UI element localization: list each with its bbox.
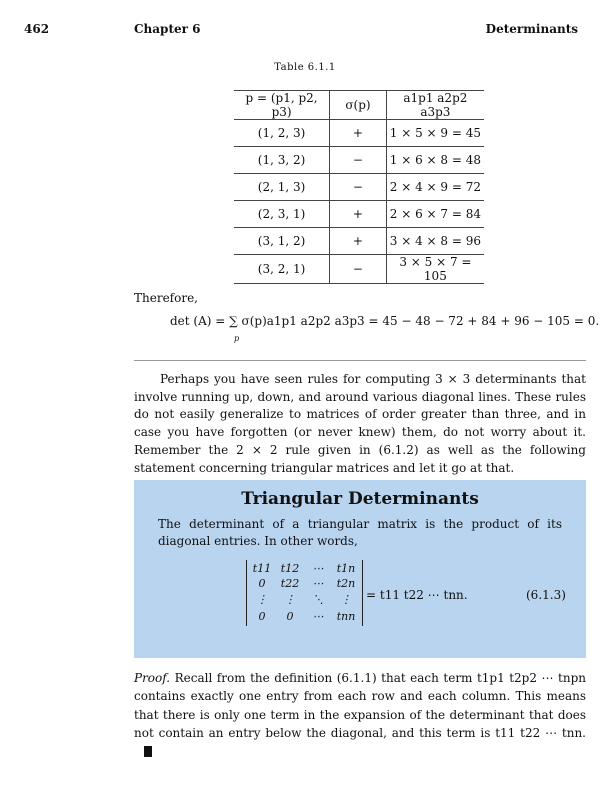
table-header-product: a1p1 a2p2 a3p3 [386,91,484,120]
table-cell-product: 2 × 6 × 7 = 84 [386,201,484,228]
proof-label: Proof. [134,671,171,685]
table-row [234,174,484,201]
matrix-entry: ⋮ [284,593,296,606]
matrix-entry: t11 [252,562,272,575]
table-cell-product: 2 × 4 × 9 = 72 [386,174,484,201]
body-paragraph: Perhaps you have seen rules for computing 3 × 3 determinants that involve running up, down, and around various diagonal lines. These rules do not easily generalize to matrices of order greater than three, and in case you have forgotten (or never knew) them, do not worry about it. Remember the 2 × 2 rule given in (6.1.2) as well as the following statement concerning triangular matrices and let it go at that. [134,372,586,475]
table-row [234,201,484,228]
table-row [234,255,484,284]
determinant-lhs: det (A) = ∑ σ(p)a1p1 a2p2 a3p3 [170,314,365,328]
table-row [234,147,484,174]
table-cell-sign: + [330,201,387,228]
table-cell-permutation: (3, 1, 2) [234,228,330,255]
table-cell-sign: + [330,228,387,255]
proof-paragraph [134,669,586,761]
table-cell-product: 1 × 6 × 8 = 48 [386,147,484,174]
proof-text: Recall from the definition (6.1.1) that each term t1p1 t2p2 ⋯ tnpn contains exactly one entry from each row and each column. This means that there is only one term in the expansion of the determinant that does not contain an entry below the diagonal, and this term is t11 t22 ⋯ tnn. [134,671,586,741]
theorem-text: The determinant of a triangular matrix is the product of its diagonal entries. In other words, [158,517,562,548]
matrix-entry: t1n [336,562,356,575]
table-caption: Table 6.1.1 [274,62,336,73]
matrix-entry: ⋯ [312,577,324,590]
permutation-table [234,90,484,284]
determinant-rhs: = 45 − 48 − 72 + 84 + 96 − 105 = 0. [368,314,600,328]
section-divider [134,360,586,361]
triangular-matrix [246,560,363,626]
therefore-text: Therefore, [134,291,198,305]
section-title: Determinants [485,22,578,36]
matrix-entry: ⋯ [312,610,324,623]
matrix-entry: ⋮ [340,593,352,606]
matrix-entry: 0 [258,610,266,623]
determinant-equation [170,314,600,343]
table-cell-sign: + [330,120,387,147]
table-cell-sign: − [330,147,387,174]
table-row [234,120,484,147]
table-cell-product: 3 × 5 × 7 = 105 [386,255,484,284]
qed-square-icon [144,746,152,757]
table-cell-permutation: (1, 2, 3) [234,120,330,147]
table-header-sign: σ(p) [330,91,387,120]
table-header-permutation: p = (p1, p2, p3) [234,91,330,120]
chapter-title: Chapter 6 [134,22,201,36]
matrix-entry: 0 [258,577,266,590]
matrix-entry: ⋯ [312,562,324,575]
table-cell-sign: − [330,255,387,284]
table-header-row [234,91,484,120]
matrix-entry: t12 [280,562,300,575]
matrix-entry: tnn [336,610,356,623]
matrix-entry: t2n [336,577,356,590]
table-cell-product: 3 × 4 × 8 = 96 [386,228,484,255]
table-cell-permutation: (2, 1, 3) [234,174,330,201]
matrix-entry: 0 [286,610,294,623]
page-number: 462 [24,22,50,36]
table-cell-product: 1 × 5 × 9 = 45 [386,120,484,147]
matrix-entry: ⋱ [312,593,324,606]
table-cell-permutation: (2, 3, 1) [234,201,330,228]
sum-index: p [234,334,240,343]
determinant-result: = t11 t22 ⋯ tnn. [366,588,468,602]
equation-number: (6.1.3) [526,588,566,602]
table-cell-sign: − [330,174,387,201]
matrix-entry: t22 [280,577,300,590]
table-cell-permutation: (3, 2, 1) [234,255,330,284]
theorem-title: Triangular Determinants [241,489,479,509]
table-cell-permutation: (1, 3, 2) [234,147,330,174]
table-row [234,228,484,255]
matrix-entry: ⋮ [256,593,268,606]
